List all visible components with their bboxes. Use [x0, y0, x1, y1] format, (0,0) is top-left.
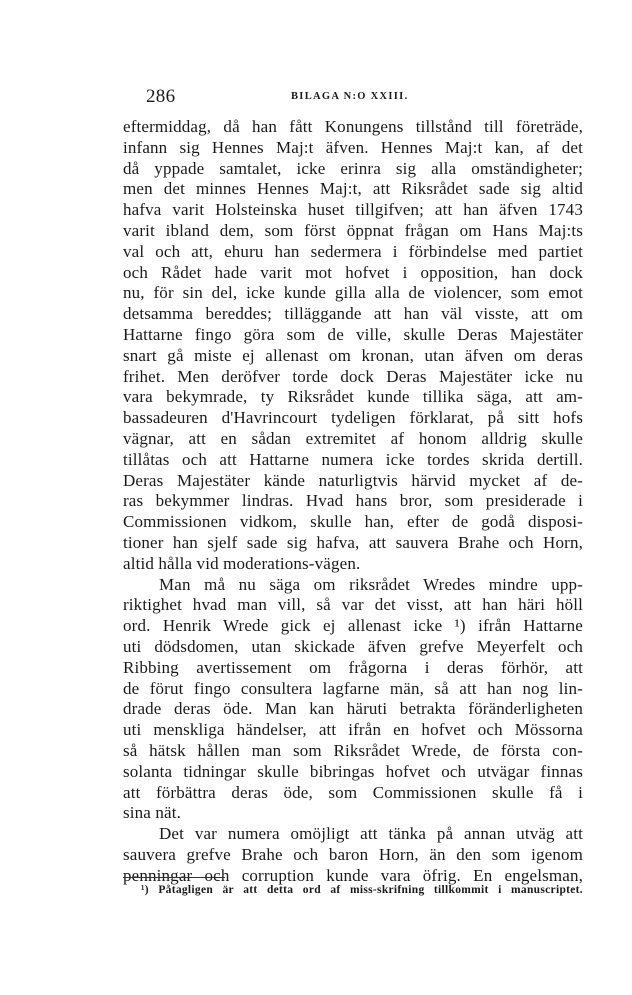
page-header [123, 86, 583, 108]
text-line: altid hålla vid moderations-vägen. [123, 553, 361, 573]
running-head: BILAGA N:O XXIII. [291, 91, 409, 102]
text-line: men det minnes Hennes Maj:t, att Riksrådet sade sig altid [123, 179, 583, 199]
text-line: sina nät. [123, 803, 182, 823]
text-line: tioner han sjelf sade sig hafva, att sauvera Brahe och Horn, [123, 532, 583, 552]
body-text [123, 117, 583, 886]
text-line: Commissionen vidkom, skulle han, efter de godå disposi- [123, 512, 583, 532]
text-line: sauvera grefve Brahe och baron Horn, än den som igenom [123, 844, 583, 864]
text-line: hafva varit Holsteinska huset tillgifven; att han äfven 1743 [123, 200, 583, 220]
text-line: infann sig Hennes Maj:t äfven. Hennes Maj:t kan, af det [123, 137, 583, 157]
text-line: de förut fingo consultera lagfarne män, så att han nog lin- [123, 678, 583, 698]
text-line: solanta tidningar skulle bibringas hofvet och utvägar finnas [123, 761, 583, 781]
text-line: nu, för sin del, icke kunde gilla alla de violencer, som emot [123, 283, 583, 303]
text-line: varit ibland dem, som först öppnat frågan om Hans Maj:ts [123, 220, 583, 240]
text-line: att förbättra deras öde, som Commissionen skulle få i [123, 782, 583, 802]
text-line: uti menskliga händelser, att ifrån en hofvet och Mössorna [123, 720, 583, 740]
text-line: Man må nu säga om riksrådet Wredes mindre upp- [159, 574, 583, 594]
text-line: så hätsk hållen man som Riksrådet Wrede, de första con- [123, 740, 583, 760]
text-line: Deras Majestäter kände naturligtvis härvid mycket af de- [123, 470, 583, 490]
text-line: drade deras öde. Man kan häruti betrakta föränderligheten [123, 699, 583, 719]
text-line: snart gå miste ej allenast om kronan, utan äfven om deras [123, 345, 583, 365]
text-line: Ribbing avertissement om frågorna i deras förhör, att [123, 657, 583, 677]
text-line: riktighet hvad man vill, så var det visst, att han häri höll [123, 595, 583, 615]
text-line: vara bekymrade, ty Riksrådet kunde tillika säga, att am- [123, 387, 583, 407]
text-line: ras bekymmer lindras. Hvad hans bror, som presiderade i [123, 491, 583, 511]
text-line: detsamma bereddes; tilläggande att han väl visste, att om [123, 304, 583, 324]
text-line: då yppade samtalet, icke erinra sig alla omständigheter; [123, 158, 583, 178]
text-line: penningar och corruption kunde vara öfrig. En engelsman, [123, 865, 583, 885]
text-line: frihet. Men deröfver torde dock Deras Majestäter icke nu [123, 366, 583, 386]
footnote: ¹) Påtagligen är att detta ord af miss-skrifning tillkommit i manuscriptet. [141, 884, 583, 896]
text-line: val och att, ehuru han sedermera i förbindelse med partiet [123, 241, 583, 261]
text-line: eftermiddag, då han fått Konungens tillstånd till företräde, [123, 117, 583, 136]
text-line: uti dödsdomen, utan skickade äfven grefve Meyerfelt och [123, 636, 583, 656]
text-line: Hattarne fingo göra som de ville, skulle Deras Majestäter [123, 324, 583, 344]
footnote-rule [123, 877, 225, 878]
text-line: och Rådet hade varit mot hofvet i opposition, han dock [123, 262, 583, 282]
text-line: vägnar, att en sådan extremitet af honom alldrig skulle [123, 428, 583, 448]
text-line: Det var numera omöjligt att tänka på annan utväg att [159, 824, 583, 844]
text-line: ord. Henrik Wrede gick ej allenast icke ¹) ifrån Hattarne [123, 616, 583, 636]
page-number: 286 [146, 86, 176, 107]
text-line: tillåtas och att Hattarne numera icke tordes skrida dertill. [123, 449, 583, 469]
text-line: bassadeuren d'Havrincourt tydeligen förklarat, på sitt hofs [123, 408, 583, 428]
